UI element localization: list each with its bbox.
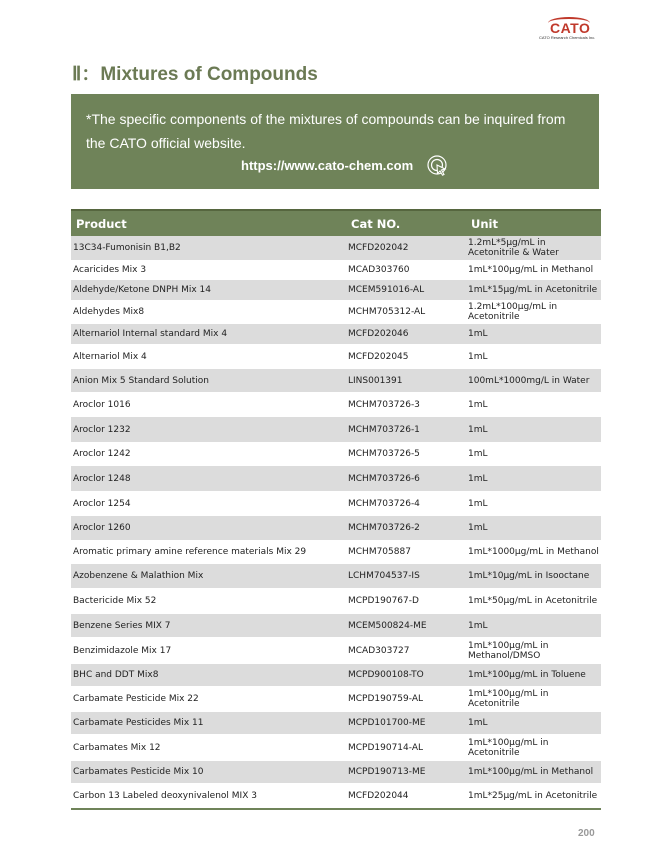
cell-product: Bactericide Mix 52 xyxy=(73,596,157,606)
cell-unit: 1.2mL*100μg/mL in Acetonitrile xyxy=(468,302,558,322)
cell-unit: 1mL xyxy=(468,424,488,435)
cell-cat-no: MCHM703726-2 xyxy=(348,523,420,533)
table-row xyxy=(71,540,601,564)
logo-subtitle: CATO Research Chemicals Inc. xyxy=(539,35,596,40)
table-row xyxy=(71,516,601,540)
cell-cat-no: MCAD303760 xyxy=(348,265,410,275)
cell-cat-no: MCHM705312-AL xyxy=(348,307,426,317)
table-row xyxy=(71,260,601,280)
table-row xyxy=(71,686,601,712)
cell-product: Aroclor 1016 xyxy=(73,399,131,410)
cell-cat-no: MCPD190714-AL xyxy=(348,742,423,753)
cell-unit: 1mL*100μg/mL in Methanol xyxy=(468,767,594,777)
table-row xyxy=(71,614,601,637)
table-header-row xyxy=(71,210,601,236)
table-row xyxy=(71,442,601,466)
cell-product: Aroclor 1248 xyxy=(73,473,131,484)
cato-logo xyxy=(536,20,600,42)
table-row xyxy=(71,236,601,260)
cell-cat-no: MCFD202045 xyxy=(348,351,409,362)
cell-product: Carbon 13 Labeled deoxynivalenol MIX 3 xyxy=(73,790,257,801)
cell-cat-no: MCPD900108-TO xyxy=(348,670,424,680)
page-number: 200 xyxy=(578,828,595,839)
info-banner xyxy=(71,94,599,189)
header-cat-no: Cat NO. xyxy=(351,216,401,231)
table-row xyxy=(71,369,601,392)
cell-unit: 1mL*50μg/mL in Acetonitrile xyxy=(468,596,598,606)
cell-cat-no: LINS001391 xyxy=(348,375,403,386)
cell-cat-no: MCAD303727 xyxy=(348,645,410,656)
banner-text: *The specific components of the mixtures of compounds can be inquired from the CATO official website. xyxy=(86,111,566,151)
website-link[interactable]: https://www.cato-chem.com xyxy=(241,158,414,173)
cell-unit: 1mL*100μg/mL in Methanol xyxy=(468,265,594,275)
cell-product: Aromatic primary amine reference materials Mix 29 xyxy=(73,547,307,557)
table-row xyxy=(71,392,601,417)
cell-product: Alternariol Mix 4 xyxy=(73,351,147,362)
cell-unit: 1mL xyxy=(468,351,488,362)
cell-cat-no: MCHM703726-4 xyxy=(348,498,420,509)
cell-unit: 1mL*25μg/mL in Acetonitrile xyxy=(468,790,598,801)
header-unit: Unit xyxy=(471,216,498,231)
table-body xyxy=(71,236,601,809)
table-row xyxy=(71,588,601,614)
table-row xyxy=(71,280,601,300)
cell-product: 13C34-Fumonisin B1,B2 xyxy=(73,243,181,253)
mixtures-table xyxy=(71,209,601,810)
table-row xyxy=(71,324,601,344)
cell-unit: 1mL*100μg/mL in Toluene xyxy=(468,670,586,680)
cell-product: Aroclor 1260 xyxy=(73,523,131,533)
cell-cat-no: MCHM703726-5 xyxy=(348,449,420,459)
table-row xyxy=(71,734,601,761)
cell-cat-no: MCPD101700-ME xyxy=(348,718,426,728)
cell-unit: 1mL xyxy=(468,473,488,484)
cell-cat-no: MCFD202046 xyxy=(348,329,409,339)
cell-cat-no: MCEM500824-ME xyxy=(348,620,427,631)
cell-product: Carbamate Pesticides Mix 11 xyxy=(73,718,204,728)
table-row xyxy=(71,300,601,324)
cell-cat-no: MCPD190713-ME xyxy=(348,767,426,777)
cell-unit: 1mL*10μg/mL in Isooctane xyxy=(468,571,590,581)
cell-unit: 1mL xyxy=(468,498,488,509)
table-row xyxy=(71,783,601,809)
logo-brand: CATO xyxy=(550,20,591,36)
cell-product: Aldehydes Mix8 xyxy=(73,307,145,317)
table-row xyxy=(71,637,601,664)
table-row xyxy=(71,466,601,491)
cell-unit: 1mL*100μg/mL in Acetonitrile xyxy=(468,689,549,709)
cell-cat-no: MCFD202044 xyxy=(348,790,409,801)
table-row xyxy=(71,417,601,442)
cell-unit: 1mL xyxy=(468,449,488,459)
cell-product: Acaricides Mix 3 xyxy=(73,265,147,275)
cell-cat-no: MCHM703726-6 xyxy=(348,473,420,484)
table-row xyxy=(71,491,601,516)
table-row xyxy=(71,564,601,588)
cell-cat-no: MCFD202042 xyxy=(348,243,409,253)
cell-product: Aldehyde/Ketone DNPH Mix 14 xyxy=(73,285,211,295)
cell-unit: 1mL*100μg/mL in Methanol/DMSO xyxy=(468,640,549,661)
cell-unit: 1mL xyxy=(468,523,488,533)
cell-product: Alternariol Internal standard Mix 4 xyxy=(73,329,228,339)
cell-cat-no: MCPD190759-AL xyxy=(348,694,423,704)
cell-product: Benzene Series MIX 7 xyxy=(73,620,171,631)
cell-product: BHC and DDT Mix8 xyxy=(73,670,159,680)
cell-unit: 1mL*100μg/mL in Acetonitrile xyxy=(468,737,549,758)
cell-product: Anion Mix 5 Standard Solution xyxy=(73,375,209,386)
table-row xyxy=(71,761,601,783)
table-row xyxy=(71,712,601,734)
cell-unit: 100mL*1000mg/L in Water xyxy=(468,375,590,386)
cell-product: Aroclor 1232 xyxy=(73,424,131,435)
cell-unit: 1mL*15μg/mL in Acetonitrile xyxy=(468,285,598,295)
cell-product: Aroclor 1254 xyxy=(73,498,131,509)
table-row xyxy=(71,344,601,369)
table-row xyxy=(71,664,601,686)
cell-cat-no: MCHM703726-3 xyxy=(348,399,420,410)
cell-unit: 1mL xyxy=(468,399,488,410)
cell-unit: 1mL*1000μg/mL in Methanol xyxy=(468,547,599,557)
cell-product: Carbamate Pesticide Mix 22 xyxy=(73,694,199,704)
cell-product: Carbamates Mix 12 xyxy=(73,742,161,753)
cell-cat-no: MCHM703726-1 xyxy=(348,424,420,435)
cell-unit: 1mL xyxy=(468,620,488,631)
cell-unit: 1mL xyxy=(468,329,488,339)
cursor-click-icon xyxy=(427,155,449,177)
cell-cat-no: MCEM591016-AL xyxy=(348,285,425,295)
header-product: Product xyxy=(76,216,127,231)
section-title: Ⅱ：Mixtures of Compounds xyxy=(72,64,318,85)
cell-unit: 1mL xyxy=(468,718,488,728)
cell-unit: 1.2mL*5μg/mL in Acetonitrile & Water xyxy=(468,238,559,258)
cell-product: Carbamates Pesticide Mix 10 xyxy=(73,767,204,777)
cell-product: Azobenzene & Malathion Mix xyxy=(73,571,204,581)
cell-product: Benzimidazole Mix 17 xyxy=(73,645,172,656)
cell-cat-no: LCHM704537-IS xyxy=(348,571,420,581)
cell-cat-no: MCHM705887 xyxy=(348,547,411,557)
cell-product: Aroclor 1242 xyxy=(73,449,131,459)
cell-cat-no: MCPD190767-D xyxy=(348,596,419,606)
